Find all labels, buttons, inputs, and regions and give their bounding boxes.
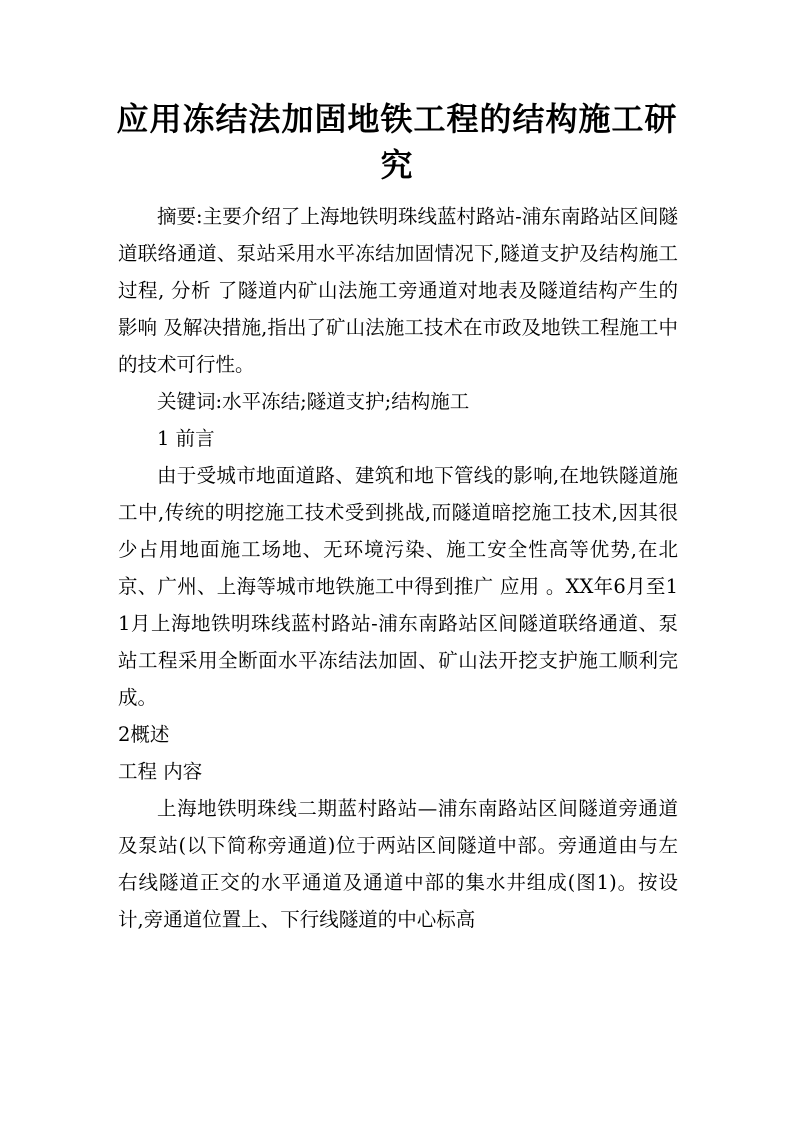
section-1-paragraph: 由于受城市地面道路、建筑和地下管线的影响,在地铁隧道施工中,传统的明挖施工技术受到挑战,而隧道暗挖施工技术,因其很少占用地面施工场地、无环境污染、施工安全性高等优势,在北京、广州、上海等城市地铁施工中得到推广 应用 。XX年6月至11月上海地铁明珠线蓝村路站-浦东南路站区间隧道联络通道、泵站工程采用全断面水平冻结法加固、矿山法开挖支护施工顺利完成。 — [118, 464, 678, 709]
document-title: 应用冻结法加固地铁工程的结构施工研究 — [116, 100, 678, 184]
abstract-paragraph: 摘要:主要介绍了上海地铁明珠线蓝村路站-浦东南路站区间隧道联络通道、泵站采用水平冻结加固情况下,隧道支护及结构施工过程, 分析 了隧道内矿山法施工旁通道对地表及隧道结构产生的 影响 及解决措施,指出了矿山法施工技术在市政及地铁工程施工中的技术可行性。 — [118, 205, 678, 376]
keywords-line: 关键词:水平冻结;隧道支护;结构施工 — [157, 390, 470, 413]
section-2-paragraph: 上海地铁明珠线二期蓝村路站—浦东南路站区间隧道旁通道及泵站(以下简称旁通道)位于两站区间隧道中部。旁通道由与左右线隧道正交的水平通道及通道中部的集水井组成(图1)。按设计,旁通道位置上、下行线隧道的中心标高 — [118, 797, 678, 931]
document-body — [118, 198, 678, 938]
section-2-heading: 2概述 — [118, 723, 170, 746]
subsection-heading: 工程 内容 — [118, 760, 203, 783]
section-1-heading: 1 前言 — [157, 427, 215, 450]
